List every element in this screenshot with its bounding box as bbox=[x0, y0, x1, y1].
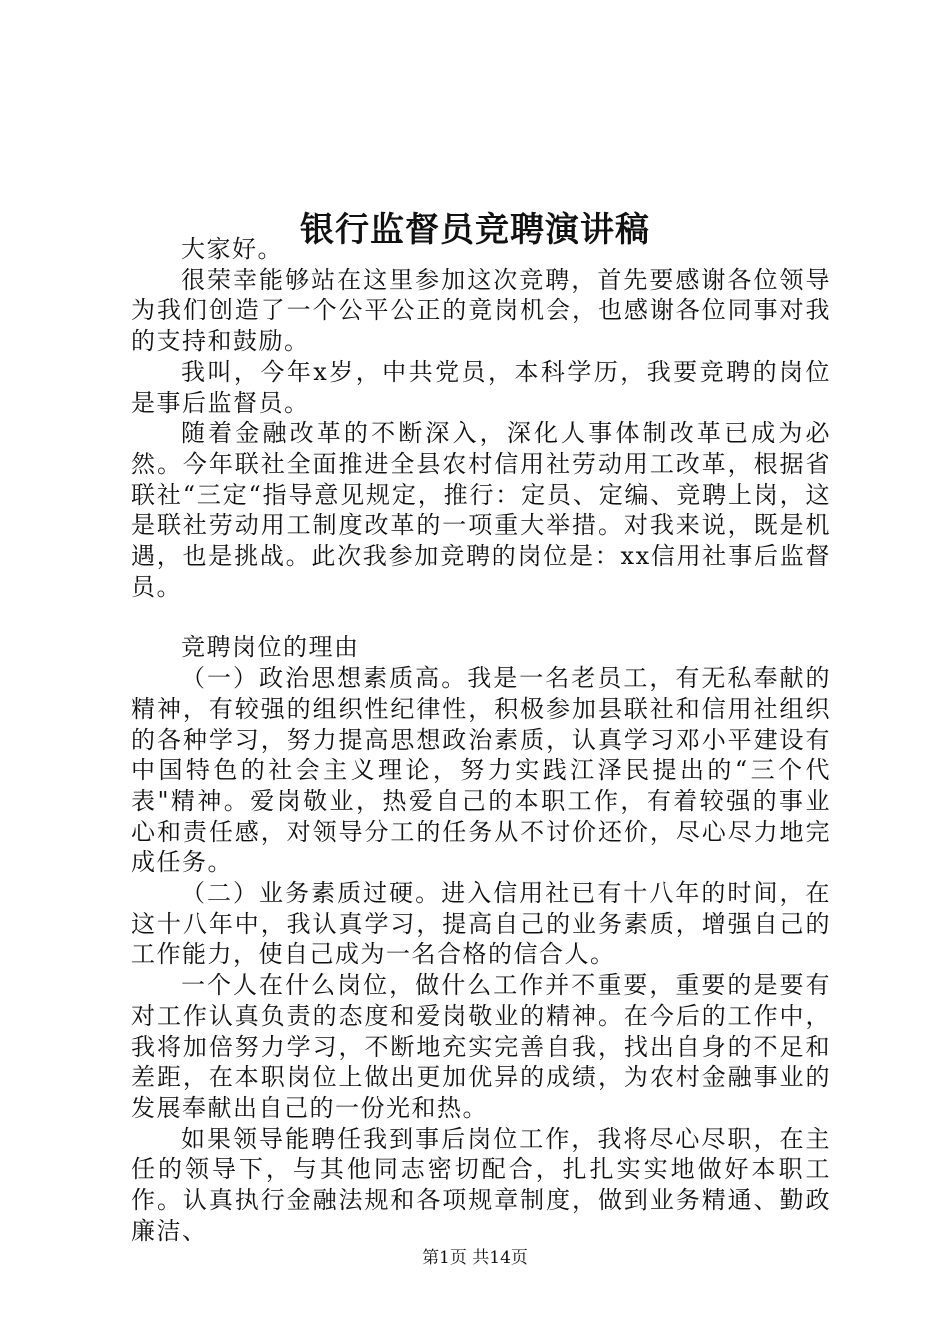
paragraph-self-introduction: 我叫，今年x岁，中共党员，本科学历，我要竞聘的岗位是事后监督员。 bbox=[131, 357, 831, 417]
document-body bbox=[131, 234, 831, 1247]
paragraph-background: 随着金融改革的不断深入，深化人事体制改革已成为必然。今年联社全面推进全县农村信用社劳动用工改革，根据省联社“三定“指导意见规定，推行：定员、定编、竞聘上岗，这是联社劳动用工制度改革的一项重大举措。对我来说，既是机遇，也是挑战。此次我参加竞聘的岗位是：xx信用社事后监督员。 bbox=[131, 419, 831, 601]
paragraph-greeting: 大家好。 bbox=[181, 235, 283, 263]
paragraph-reason-business: （二）业务素质过硬。进入信用社已有十八年的时间，在这十八年中，我认真学习，提高自己的业务素质，增强自己的工作能力，使自己成为一名合格的信合人。 bbox=[131, 879, 831, 969]
paragraph-commitment: 如果领导能聘任我到事后岗位工作，我将尽心尽职，在主任的领导下，与其他同志密切配合，扎扎实实地做好本职工作。认真执行金融法规和各项规章制度，做到业务精通、勤政廉洁、 bbox=[131, 1124, 831, 1245]
document-title: 银行监督员竞聘演讲稿 bbox=[300, 209, 650, 250]
section-heading-reasons: 竞聘岗位的理由 bbox=[181, 633, 360, 662]
paragraph-reason-political: （一）政治思想素质高。我是一名老员工，有无私奉献的精神，有较强的组织性纪律性，积极参加县联社和信用社组织的各种学习，努力提高思想政治素质，认真学习邓小平建设有中国特色的社会主义理论，努力实践江泽民提出的“三个代表"精神。爱岗敬业，热爱自己的本职工作，有着较强的事业心和责任感，对领导分工的任务从不讨价还价，尽心尽力地完成任务。 bbox=[131, 664, 831, 877]
page-number: 第1页 共14页 bbox=[422, 1248, 528, 1268]
paragraph-attitude: 一个人在什么岗位，做什么工作并不重要，重要的是要有对工作认真负责的态度和爱岗敬业的精神。在今后的工作中，我将加倍努力学习，不断地充实完善自我，找出自身的不足和差距，在本职岗位上做出更加优异的成绩，为农村金融事业的发展奉献出自己的一份光和热。 bbox=[131, 971, 831, 1122]
paragraph-thanks: 很荣幸能够站在这里参加这次竞聘，首先要感谢各位领导为我们创造了一个公平公正的竟岗机会，也感谢各位同事对我的支持和鼓励。 bbox=[131, 265, 831, 356]
